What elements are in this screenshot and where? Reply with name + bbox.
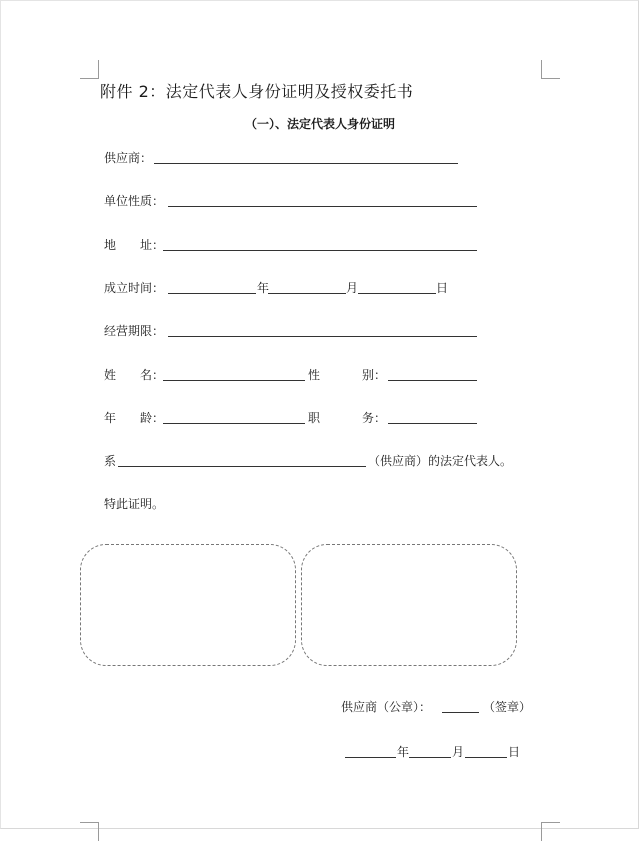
established-day-field[interactable] (358, 293, 436, 294)
sign-month-field[interactable] (409, 757, 451, 758)
address-label: 地 址： (104, 238, 165, 252)
relation-prefix: 系 (104, 454, 117, 468)
certify-text: 特此证明。 (104, 497, 165, 511)
day-label: 日 (436, 281, 449, 295)
month-label: 月 (346, 281, 359, 295)
gender-label-part1: 性 (308, 368, 321, 382)
relation-suffix: （供应商）的法定代表人。 (368, 454, 513, 468)
age-field[interactable] (163, 423, 305, 424)
id-card-back-box (301, 544, 517, 666)
established-label: 成立时间： (104, 281, 165, 295)
sign-month-label: 月 (452, 745, 465, 759)
sign-day-label: 日 (508, 745, 521, 759)
age-label: 年 龄： (104, 411, 165, 425)
name-field[interactable] (163, 380, 305, 381)
business-term-label: 经营期限： (104, 324, 165, 338)
position-label-part1: 职 (308, 411, 321, 425)
unit-nature-label: 单位性质： (104, 194, 165, 208)
unit-nature-field[interactable] (168, 206, 477, 207)
document-title: 附件 2：法定代表人身份证明及授权委托书 (100, 82, 414, 101)
margin-corner-mark (80, 822, 99, 841)
section-title: （一）、法定代表人身份证明 (244, 117, 395, 131)
address-field[interactable] (163, 250, 477, 251)
supplier-field[interactable] (154, 163, 458, 164)
supplier-label: 供应商： (104, 151, 153, 165)
representative-name-field[interactable] (118, 466, 366, 467)
gender-label-part2: 别： (362, 368, 387, 382)
seal-label: 供应商（公章）： (341, 700, 432, 714)
sign-year-field[interactable] (345, 757, 396, 758)
business-term-field[interactable] (168, 336, 477, 337)
sign-year-label: 年 (397, 745, 410, 759)
established-year-field[interactable] (168, 293, 256, 294)
seal-field[interactable] (442, 712, 479, 713)
margin-corner-mark (541, 60, 560, 79)
year-label: 年 (257, 281, 270, 295)
position-field[interactable] (388, 423, 477, 424)
position-label-part2: 务： (362, 411, 387, 425)
margin-corner-mark (541, 822, 560, 841)
name-label: 姓 名： (104, 368, 165, 382)
established-month-field[interactable] (268, 293, 346, 294)
sign-day-field[interactable] (465, 757, 507, 758)
id-card-front-box (80, 544, 296, 666)
sign-label: （签章） (483, 700, 532, 714)
margin-corner-mark (80, 60, 99, 79)
gender-field[interactable] (388, 380, 477, 381)
